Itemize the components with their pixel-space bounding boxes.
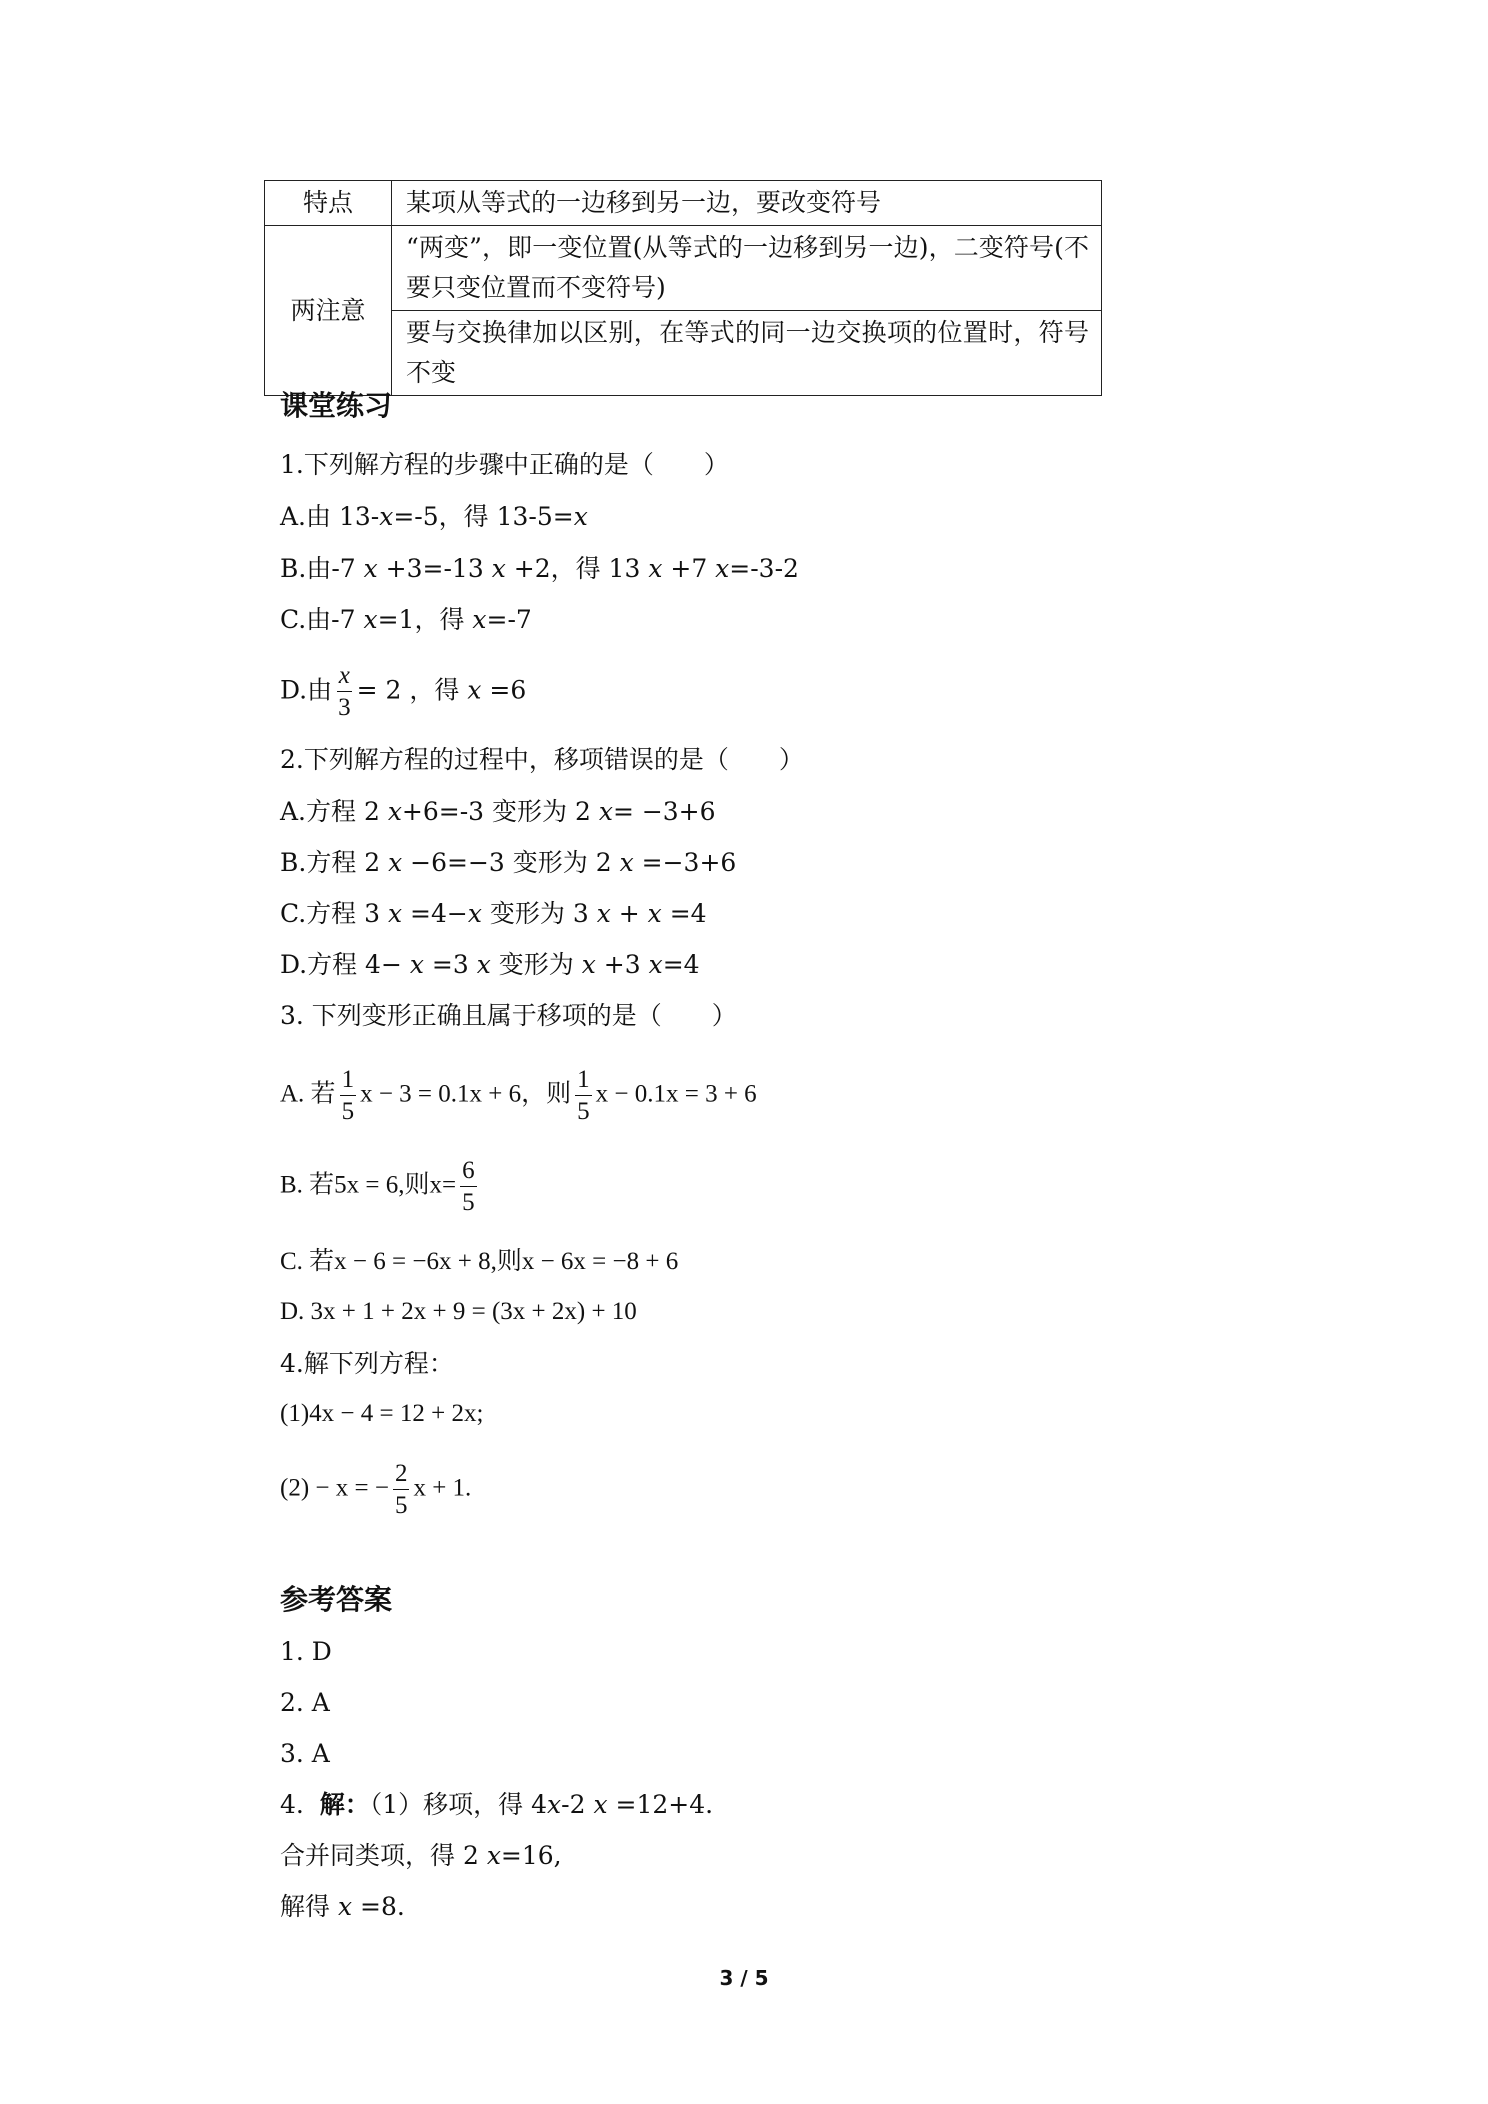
text: +2，得 13: [505, 554, 649, 583]
answer-3: 3. A: [280, 1739, 330, 1768]
var: x: [476, 950, 491, 979]
answer-4-line-3: [280, 1891, 405, 1923]
table-row: [265, 181, 1102, 226]
var: x: [647, 899, 662, 928]
text: =6: [481, 675, 527, 705]
q4-part-1: (1)4x − 4 = 12 + 2x;: [280, 1400, 484, 1427]
text: =1，得: [377, 605, 473, 634]
text: =4: [662, 950, 700, 979]
answer-1: 1. D: [280, 1637, 332, 1666]
text: 合并同类项，得 2: [280, 1841, 487, 1870]
text: 变形为: [490, 950, 582, 979]
text: =4: [661, 899, 707, 928]
fraction: [336, 660, 353, 724]
var: x: [598, 797, 613, 826]
text: =-7: [486, 605, 532, 634]
text: +3: [595, 950, 649, 979]
var: x: [467, 675, 482, 705]
rule-table: [264, 180, 1102, 396]
q4-stem: 4.解下列方程：: [280, 1349, 454, 1378]
numerator: 2: [393, 1458, 410, 1490]
var: x: [472, 605, 487, 634]
text: =−3+6: [633, 848, 737, 877]
q1-stem: 1.下列解方程的步骤中正确的是（ ）: [280, 450, 729, 479]
practice-heading: 课堂练习: [280, 389, 393, 422]
text: A.方程 2: [280, 797, 388, 826]
q1-option-b: [280, 553, 799, 585]
q4-part-2: [280, 1458, 471, 1522]
answer-2: 2. A: [280, 1688, 330, 1717]
text: A.由 13-: [280, 502, 380, 531]
var: x: [581, 950, 596, 979]
answer-4-line-1: [280, 1789, 713, 1821]
fraction: [340, 1064, 357, 1128]
fraction: [460, 1155, 477, 1219]
q3-option-c: C. 若x − 6 = −6x + 8,则x − 6x = −8 + 6: [280, 1248, 679, 1275]
text: =8.: [352, 1892, 405, 1921]
text: （1）移项，得 4: [369, 1790, 548, 1819]
text: +: [610, 899, 648, 928]
numerator: 1: [340, 1064, 357, 1096]
var: x: [387, 899, 403, 928]
q1-option-c: [280, 604, 532, 636]
var: x: [648, 554, 663, 583]
var: x: [491, 554, 506, 583]
q2-option-a: [280, 796, 716, 828]
text: 解：: [319, 1790, 370, 1819]
q2-option-d: [280, 949, 700, 981]
page-number: 3 / 5: [719, 1966, 769, 1990]
var: x: [409, 950, 424, 979]
table-label-feature: 特点: [265, 181, 392, 226]
text: 变形为 3: [481, 899, 597, 928]
text: B. 若5x = 6,则x=: [280, 1171, 457, 1199]
var: x: [619, 848, 634, 877]
text: =-3-2: [729, 554, 799, 583]
text: +7: [662, 554, 716, 583]
denominator: 5: [462, 1189, 475, 1217]
text: -2: [561, 1790, 594, 1819]
var: x: [593, 1790, 608, 1819]
denominator: 3: [338, 694, 351, 722]
q3-stem: 3. 下列变形正确且属于移项的是（ ）: [280, 1001, 737, 1030]
text: = −3+6: [612, 797, 716, 826]
q2-stem: 2.下列解方程的过程中，移项错误的是（ ）: [280, 745, 804, 774]
text: +3=-13: [377, 554, 492, 583]
text: C.由-7: [280, 605, 364, 634]
numerator: 6: [460, 1155, 477, 1187]
text: B.方程 2: [280, 848, 389, 877]
var: x: [648, 950, 663, 979]
text: x − 3 = 0.1x + 6，则: [360, 1080, 572, 1108]
text: C.方程 3: [280, 899, 388, 928]
var: x: [547, 1790, 562, 1819]
text: x − 0.1x = 3 + 6: [595, 1080, 757, 1108]
var: x: [573, 502, 588, 531]
q1-option-d: [280, 660, 526, 724]
text: 解得: [280, 1892, 338, 1921]
table-text-note-a: “两变”，即一变位置(从等式的一边移到另一边)，二变符号(不要只变位置而不变符号): [392, 226, 1102, 311]
q3-option-b: [280, 1155, 481, 1219]
denominator: 5: [341, 1098, 355, 1126]
text: 4.: [280, 1790, 304, 1819]
table-label-two-notes: 两注意: [265, 226, 392, 396]
text: +6=-3 变形为 2: [401, 797, 599, 826]
q2-option-b: [280, 847, 736, 879]
answer-4-line-2: [280, 1840, 562, 1872]
denominator: 5: [394, 1492, 408, 1520]
var: x: [467, 899, 482, 928]
table-text-feature: 某项从等式的一边移到另一边，要改变符号: [392, 181, 1102, 226]
text: D.由: [280, 675, 333, 705]
text: =-5，得 13-5=: [393, 502, 574, 531]
var: x: [715, 554, 730, 583]
var: x: [337, 1892, 353, 1921]
text: =16,: [500, 1841, 562, 1870]
q3-option-d: D. 3x + 1 + 2x + 9 = (3x + 2x) + 10: [280, 1298, 637, 1325]
q2-option-c: [280, 898, 707, 930]
text: =3: [423, 950, 477, 979]
text: D.方程 4−: [280, 950, 410, 979]
text: −6=−3 变形为 2: [402, 848, 620, 877]
table-text-note-b: 要与交换律加以区别，在等式的同一边交换项的位置时，符号不变: [392, 311, 1102, 396]
answers-heading: 参考答案: [280, 1583, 393, 1616]
text: x + 1.: [413, 1474, 472, 1502]
text: =4−: [402, 899, 468, 928]
var: x: [486, 1841, 501, 1870]
q1-option-a: [280, 501, 588, 533]
table-row: [265, 226, 1102, 311]
var: x: [363, 605, 378, 634]
var: x: [379, 502, 394, 531]
fraction: [575, 1064, 592, 1128]
numerator: x: [337, 660, 352, 692]
var: x: [387, 797, 402, 826]
fraction: [393, 1458, 410, 1522]
text: (2) − x = −: [280, 1474, 389, 1502]
var: x: [596, 899, 611, 928]
text: B.由-7: [280, 554, 364, 583]
q3-option-a: [280, 1064, 757, 1128]
var: x: [388, 848, 403, 877]
text: =12+4.: [607, 1790, 714, 1819]
text: A. 若: [280, 1080, 336, 1108]
denominator: 5: [577, 1098, 590, 1126]
numerator: 1: [575, 1064, 592, 1096]
var: x: [363, 554, 378, 583]
text: = 2 ，得: [356, 675, 468, 705]
